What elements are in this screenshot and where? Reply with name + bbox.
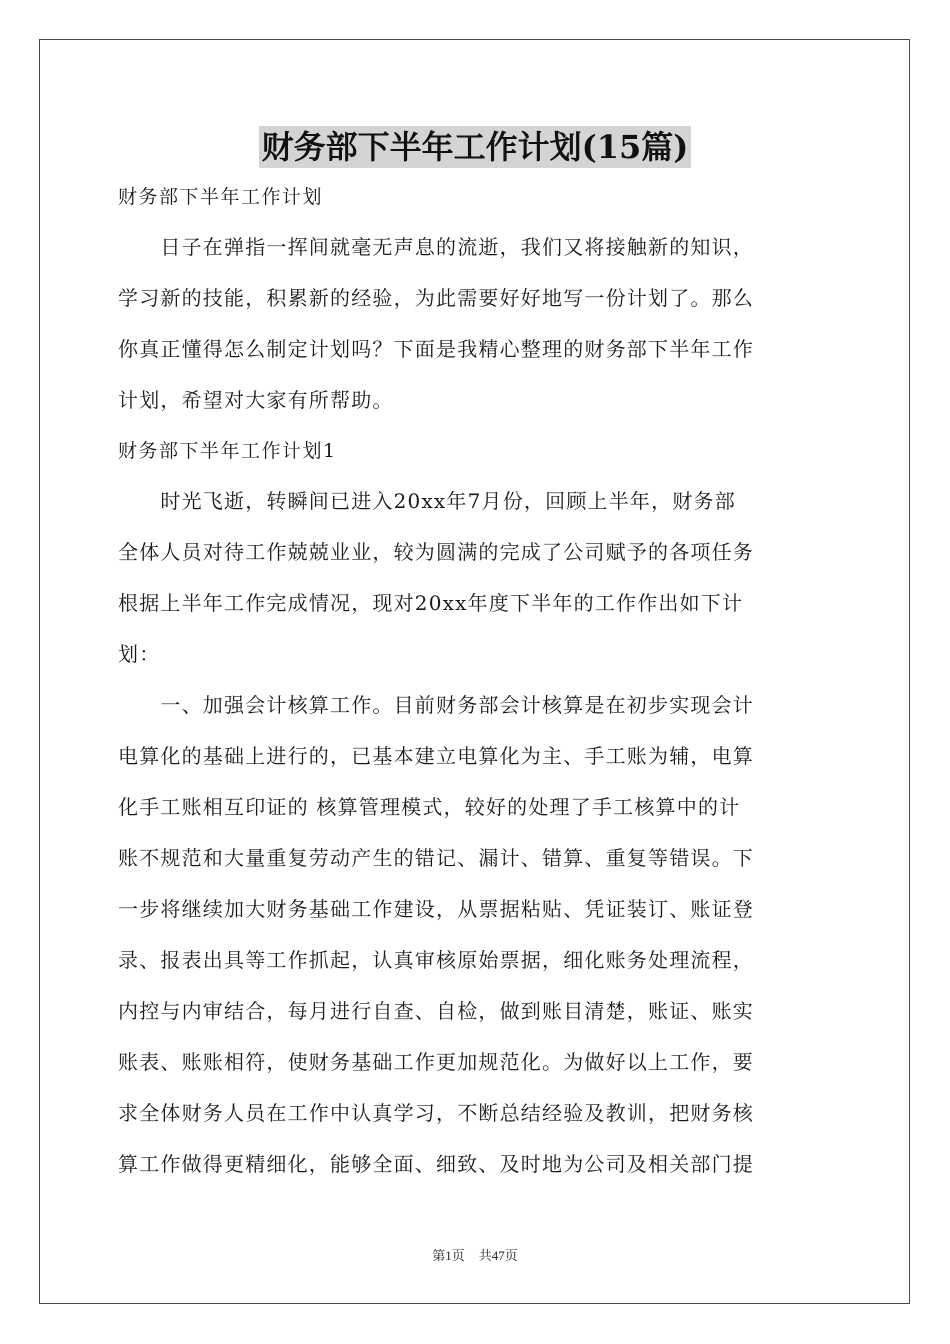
text-line: 全体人员对待工作兢兢业业，较为圆满的完成了公司赋予的各项任务 — [118, 540, 754, 564]
intro-paragraph — [118, 222, 834, 426]
text-line: 账不规范和大量重复劳动产生的错记、漏计、错算、重复等错误。下 — [118, 846, 754, 870]
text-line: 一步将继续加大财务基础工作建设，从票据粘贴、凭证装订、账证登 — [118, 897, 754, 921]
text-line: 电算化的基础上进行的，已基本建立电算化为主、手工账为辅，电算 — [118, 744, 754, 768]
text-line: 录、报表出具等工作抓起，认真审核原始票据，细化账务处理流程， — [118, 948, 754, 972]
text-line: 划： — [118, 642, 161, 666]
text-line: 算工作做得更精细化，能够全面、细致、及时地为公司及相关部门提 — [118, 1152, 754, 1176]
text-line: 一、加强会计核算工作。目前财务部会计核算是在初步实现会计 — [118, 693, 754, 717]
title-wrap — [0, 126, 950, 168]
text-line: 时光飞逝，转瞬间已进入20xx年7月份，回顾上半年，财务部 — [118, 489, 736, 513]
page-footer — [0, 1245, 950, 1264]
text-line: 内控与内审结合，每月进行自查、自检，做到账目清楚，账证、账实 — [118, 999, 754, 1023]
total-pages: 共47页 — [478, 1248, 518, 1263]
paragraph-1 — [118, 476, 834, 680]
section-heading: 财务部下半年工作计划1 — [118, 440, 337, 462]
subtitle: 财务部下半年工作计划 — [118, 186, 324, 208]
text-line: 求全体财务人员在工作中认真学习，不断总结经验及教训，把财务核 — [118, 1101, 754, 1125]
page-number: 第1页 — [432, 1248, 465, 1263]
text-line: 日子在弹指一挥间就毫无声息的流逝，我们又将接触新的知识， — [118, 235, 754, 259]
document-body — [118, 172, 834, 1190]
text-line: 化手工账相互印证的 核算管理模式，较好的处理了手工核算中的计 — [118, 795, 741, 819]
text-line: 计划，希望对大家有所帮助。 — [118, 388, 394, 412]
paragraph-2 — [118, 680, 834, 1190]
text-line: 你真正懂得怎么制定计划吗？下面是我精心整理的财务部下半年工作 — [118, 337, 754, 361]
text-line: 根据上半年工作完成情况，现对20xx年度下半年的工作作出如下计 — [118, 591, 744, 615]
document-title: 财务部下半年工作计划(15篇) — [259, 126, 692, 168]
text-line: 账表、账账相符，使财务基础工作更加规范化。为做好以上工作，要 — [118, 1050, 754, 1074]
text-line: 学习新的技能，积累新的经验，为此需要好好地写一份计划了。那么 — [118, 286, 754, 310]
